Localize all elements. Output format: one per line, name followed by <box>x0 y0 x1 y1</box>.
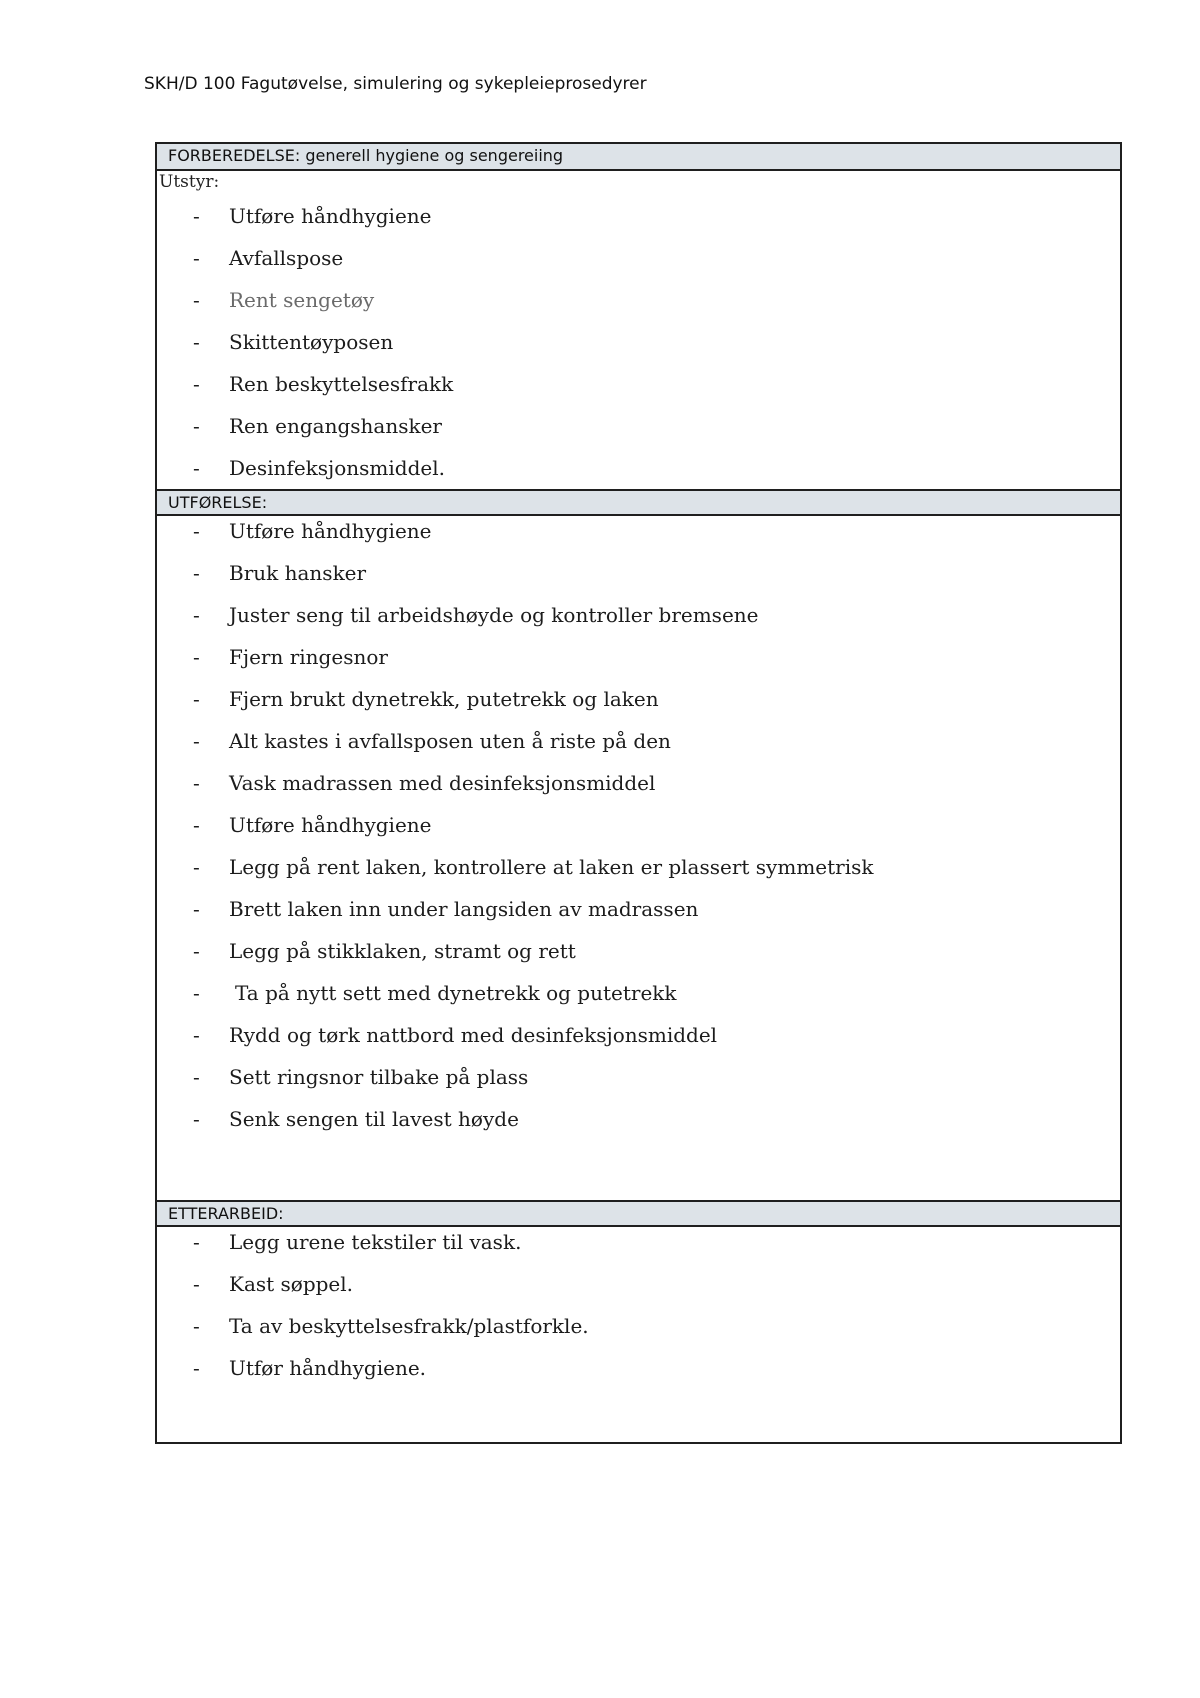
list-item: - Brett laken inn under langsiden av madrassen <box>193 897 699 921</box>
list-item: - Sett ringsnor tilbake på plass <box>193 1065 529 1089</box>
list-dash: - <box>193 372 200 396</box>
list-item: - Kast søppel. <box>193 1272 354 1296</box>
list-item: - Bruk hansker <box>193 561 367 585</box>
list-dash: - <box>193 771 200 795</box>
list-dash: - <box>193 330 200 354</box>
list-item: - Skittentøyposen <box>193 330 394 354</box>
list-dash: - <box>193 1023 200 1047</box>
list-dash: - <box>193 645 200 669</box>
list-item: - Legg på stikklaken, stramt og rett <box>193 939 576 963</box>
list-dash: - <box>193 456 200 480</box>
list-item: - Utføre håndhygiene <box>193 204 432 228</box>
list-dash: - <box>193 855 200 879</box>
list-item: - Ta av beskyttelsesfrakk/plastforkle. <box>193 1314 589 1338</box>
section-heading-etterarbeid: ETTERARBEID: <box>157 1200 1120 1227</box>
page-header-title: SKH/D 100 Fagutøvelse, simulering og sykepleieprosedyrer <box>144 74 647 94</box>
section-heading-forberedelse: FORBEREDELSE: generell hygiene og sengereiing <box>157 144 1120 171</box>
list-dash: - <box>193 1314 200 1338</box>
list-item: - Ren beskyttelsesfrakk <box>193 372 454 396</box>
list-dash: - <box>193 1065 200 1089</box>
list-item: - Ta på nytt sett med dynetrekk og putetrekk <box>193 981 677 1005</box>
list-dash: - <box>193 204 200 228</box>
list-item: - Vask madrassen med desinfeksjonsmiddel <box>193 771 656 795</box>
list-dash: - <box>193 288 200 312</box>
procedure-table <box>155 142 1122 1444</box>
list-dash: - <box>193 1230 200 1254</box>
list-item: - Juster seng til arbeidshøyde og kontroller bremsene <box>193 603 759 627</box>
list-item: - Rydd og tørk nattbord med desinfeksjonsmiddel <box>193 1023 718 1047</box>
list-dash: - <box>193 729 200 753</box>
list-dash: - <box>193 813 200 837</box>
list-dash: - <box>193 1356 200 1380</box>
list-item: - Alt kastes i avfallsposen uten å riste på den <box>193 729 671 753</box>
procedure-steps-list <box>157 517 1120 1147</box>
list-item: - Legg urene tekstiler til vask. <box>193 1230 522 1254</box>
list-item: - Legg på rent laken, kontrollere at laken er plassert symmetrisk <box>193 855 874 879</box>
list-dash: - <box>193 603 200 627</box>
equipment-list <box>157 202 1120 496</box>
list-item: - Fjern brukt dynetrekk, putetrekk og laken <box>193 687 659 711</box>
list-item: - Avfallspose <box>193 246 344 270</box>
equipment-label: Utstyr: <box>159 172 220 192</box>
section-heading-utforelse: UTFØRELSE: <box>157 489 1120 516</box>
list-dash: - <box>193 687 200 711</box>
aftercare-list <box>157 1228 1120 1396</box>
list-item: - Utføre håndhygiene <box>193 519 432 543</box>
list-dash: - <box>193 1107 200 1131</box>
list-item: - Ren engangshansker <box>193 414 442 438</box>
list-dash: - <box>193 519 200 543</box>
list-item: - Rent sengetøy <box>193 288 375 312</box>
list-item: - Desinfeksjonsmiddel. <box>193 456 445 480</box>
list-dash: - <box>193 939 200 963</box>
list-item: - Utføre håndhygiene <box>193 813 432 837</box>
list-dash: - <box>193 981 200 1005</box>
list-dash: - <box>193 246 200 270</box>
list-item: - Fjern ringesnor <box>193 645 388 669</box>
list-dash: - <box>193 897 200 921</box>
list-dash: - <box>193 1272 200 1296</box>
list-dash: - <box>193 414 200 438</box>
list-item: - Senk sengen til lavest høyde <box>193 1107 519 1131</box>
list-item: - Utfør håndhygiene. <box>193 1356 427 1380</box>
list-dash: - <box>193 561 200 585</box>
